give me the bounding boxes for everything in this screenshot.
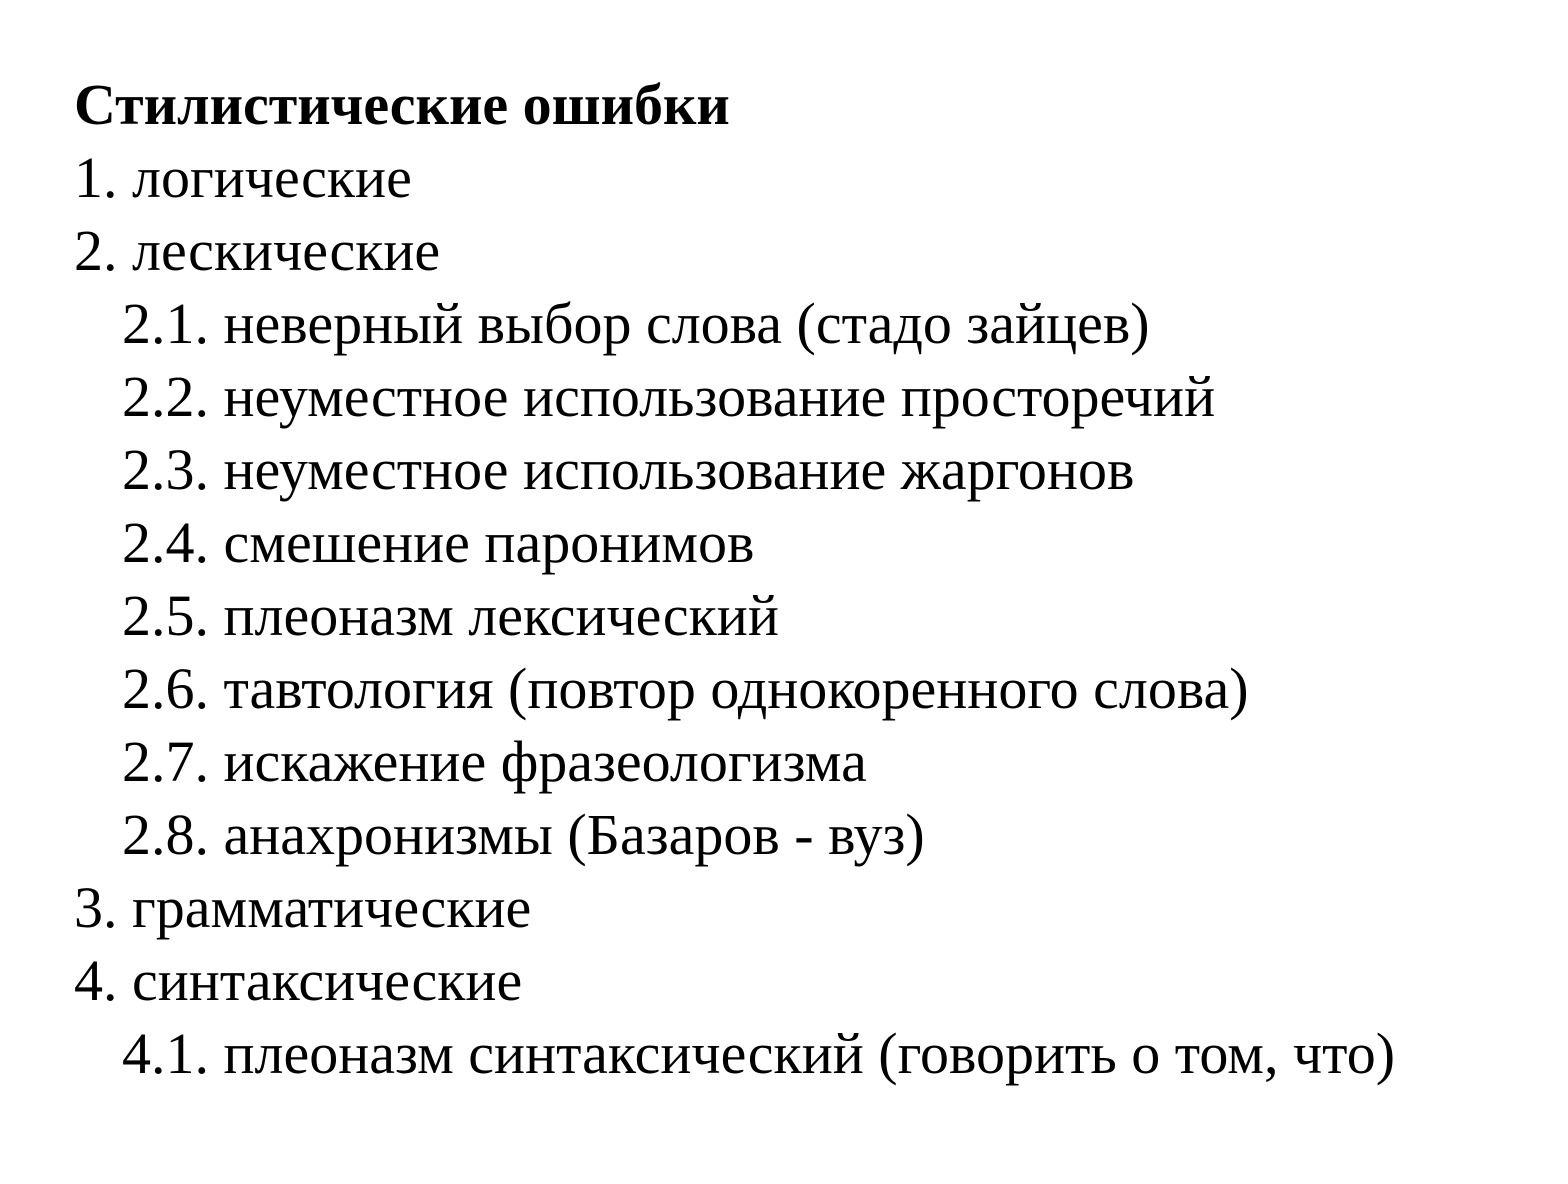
document-title: Стилистические ошибки: [74, 72, 730, 137]
sub-list-item: 2.5. плеоназм лексический: [122, 583, 779, 648]
list-item: 1. логические: [74, 145, 412, 210]
document: [74, 68, 1554, 1090]
list-item: 3. грамматические: [74, 875, 532, 940]
sub-list-item: 2.3. неуместное использование жаргонов: [122, 437, 1135, 502]
sub-list-item: 2.8. анахронизмы (Базаров - вуз): [122, 802, 925, 867]
sub-list-item: 4.1. плеоназм синтаксический (говорить о том, что): [122, 1021, 1396, 1086]
sub-list-item: 2.1. неверный выбор слова (стадо зайцев): [122, 291, 1150, 356]
list-item: 2. лескические: [74, 218, 441, 283]
list-item: 4. синтаксические: [74, 948, 523, 1013]
sub-list-item: 2.6. тавтология (повтор однокоренного слова): [122, 656, 1249, 721]
sub-list-item: 2.7. искажение фразеологизма: [122, 729, 867, 794]
sub-list-item: 2.4. смешение паронимов: [122, 510, 755, 575]
sub-list-item: 2.2. неуместное использование просторечий: [122, 364, 1216, 429]
